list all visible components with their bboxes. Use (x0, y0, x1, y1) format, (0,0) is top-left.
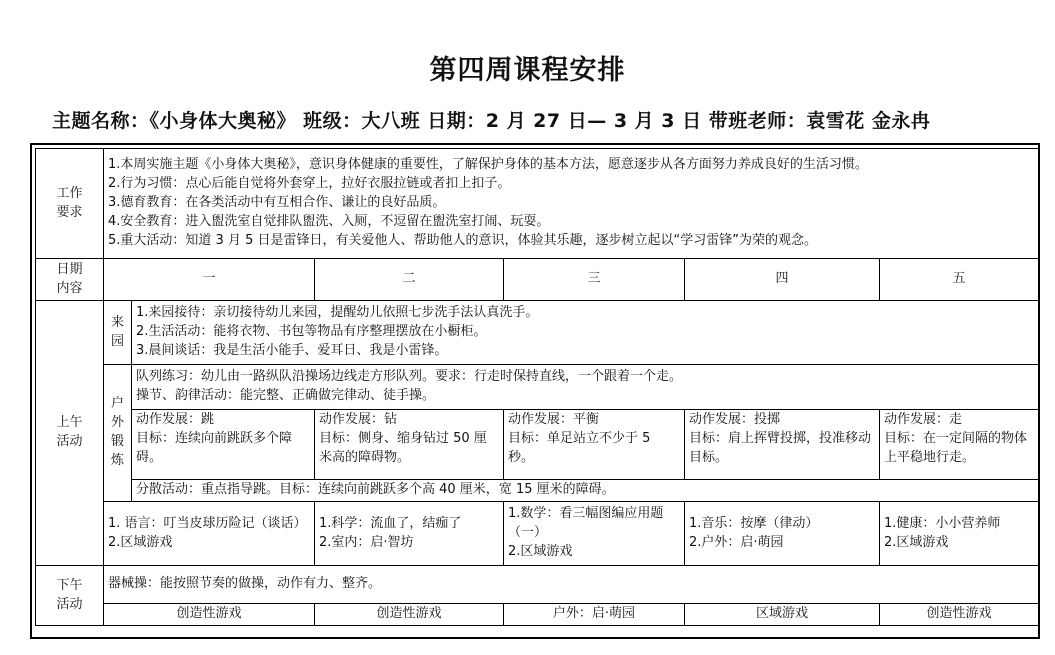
morning-activities-row (36, 502, 1039, 566)
afternoon-top-content: 器械操：能按照节奏的做操，动作有力、整齐。 (104, 566, 1039, 604)
work-item: 4.安全教育：进入盥洗室自觉排队盥洗、入厕，不逗留在盥洗室打闹、玩耍。 (108, 213, 550, 229)
afternoon-day-wed: 户外：启·萌园 (504, 604, 685, 626)
outdoor-day-wed: 动作发展：平衡 目标：单足站立不少于 5 秒。 (504, 410, 685, 480)
page-title: 第四周课程安排 (429, 55, 626, 86)
outdoor-day-thu: 动作发展：投掷 目标：肩上挥臂投掷，投准移动目标。 (685, 410, 880, 480)
outdoor-day-mon: 动作发展：跳 目标：连续向前跳跃多个障碍。 (132, 410, 315, 480)
day-header-mon: 一 (104, 259, 315, 301)
arrival-row (36, 301, 1039, 365)
arrival-item: 2.生活活动：能将衣物、书包等物品有序整理摆放在小橱柜。 (136, 324, 487, 340)
outdoor-day-fri: 动作发展：走 目标：在一定间隔的物体上平稳地行走。 (880, 410, 1039, 480)
afternoon-activities-label: 下午 活动 (36, 566, 104, 626)
afternoon-day-tue: 创造性游戏 (315, 604, 504, 626)
day-header-fri: 五 (880, 259, 1039, 301)
activity-tue: 1.科学：流血了，结痂了 2.室内：启·智坊 (315, 502, 504, 566)
work-item: 5.重大活动：知道 3 月 5 日是雷锋日，有关爱他人、帮助他人的意识，体验其乐趣，逐步树立起以“学习雷锋”为荣的观念。 (108, 232, 817, 248)
theme-info-line: 主题名称：《小身体大奥秘》 班级：大八班 日期：2 月 27 日— 3 月 3 日 带班老师：袁雪花 金永冉 (52, 110, 931, 132)
work-requirements-content (104, 149, 1039, 259)
outdoor-bottom-row (36, 480, 1039, 502)
outdoor-days-row (36, 410, 1039, 480)
work-item: 3.德育教育：在各类活动中有互相合作、谦让的良好品质。 (108, 195, 446, 211)
outdoor-top-row (36, 365, 1039, 410)
arrival-content (132, 301, 1039, 365)
day-header-wed: 三 (504, 259, 685, 301)
work-requirements-row (36, 149, 1039, 259)
work-item: 1.本周实施主题《小身体大奥秘》，意识身体健康的重要性，了解保护身体的基本方法，愿意逐步从各方面努力养成良好的生活习惯。 (108, 157, 868, 173)
day-header-thu: 四 (685, 259, 880, 301)
afternoon-day-mon: 创造性游戏 (104, 604, 315, 626)
afternoon-top-row (36, 566, 1039, 604)
afternoon-day-fri: 创造性游戏 (880, 604, 1039, 626)
arrival-label: 来 园 (104, 301, 132, 365)
activity-thu: 1.音乐：按摩（律动） 2.户外：启·萌园 (685, 502, 880, 566)
work-item: 2.行为习惯：点心后能自觉将外套穿上，拉好衣服拉链或者扣上扣子。 (108, 176, 511, 192)
outdoor-day-tue: 动作发展：钻 目标：侧身、缩身钻过 50 厘米高的障碍物。 (315, 410, 504, 480)
outdoor-dispersed-activity: 分散活动：重点指导跳。目标：连续向前跳跃多个高 40 厘米，宽 15 厘米的障碍。 (132, 480, 1039, 502)
outdoor-item: 队列练习：幼儿由一路纵队沿操场边线走方形队列。要求：行走时保持直线，一个跟着一个走。 (136, 369, 683, 385)
outdoor-top-content (132, 365, 1039, 410)
work-requirements-label: 工作 要求 (36, 149, 104, 259)
arrival-item: 1.来园接待：亲切接待幼儿来园，提醒幼儿依照七步洗手法认真洗手。 (136, 305, 539, 321)
arrival-item: 3.晨间谈话：我是生活小能手、爱耳日、我是小雷锋。 (136, 342, 448, 358)
activity-wed: 1.数学：看三幅图编应用题（一） 2.区域游戏 (504, 502, 685, 566)
days-header-row (36, 259, 1039, 301)
activity-fri: 1.健康：小小营养师 2.区域游戏 (880, 502, 1039, 566)
day-header-tue: 二 (315, 259, 504, 301)
afternoon-day-thu: 区域游戏 (685, 604, 880, 626)
schedule-table (35, 148, 1039, 626)
activity-mon: 1. 语言：叮当皮球历险记（谈话） 2.区域游戏 (104, 502, 315, 566)
morning-activities-label: 上午 活动 (36, 301, 104, 566)
outdoor-exercise-label: 户 外 锻 炼 (104, 365, 132, 502)
afternoon-days-row (36, 604, 1039, 626)
outdoor-item: 操节、韵律活动：能完整、正确做完律动、徒手操。 (136, 388, 436, 403)
date-content-label: 日期 内容 (36, 259, 104, 301)
